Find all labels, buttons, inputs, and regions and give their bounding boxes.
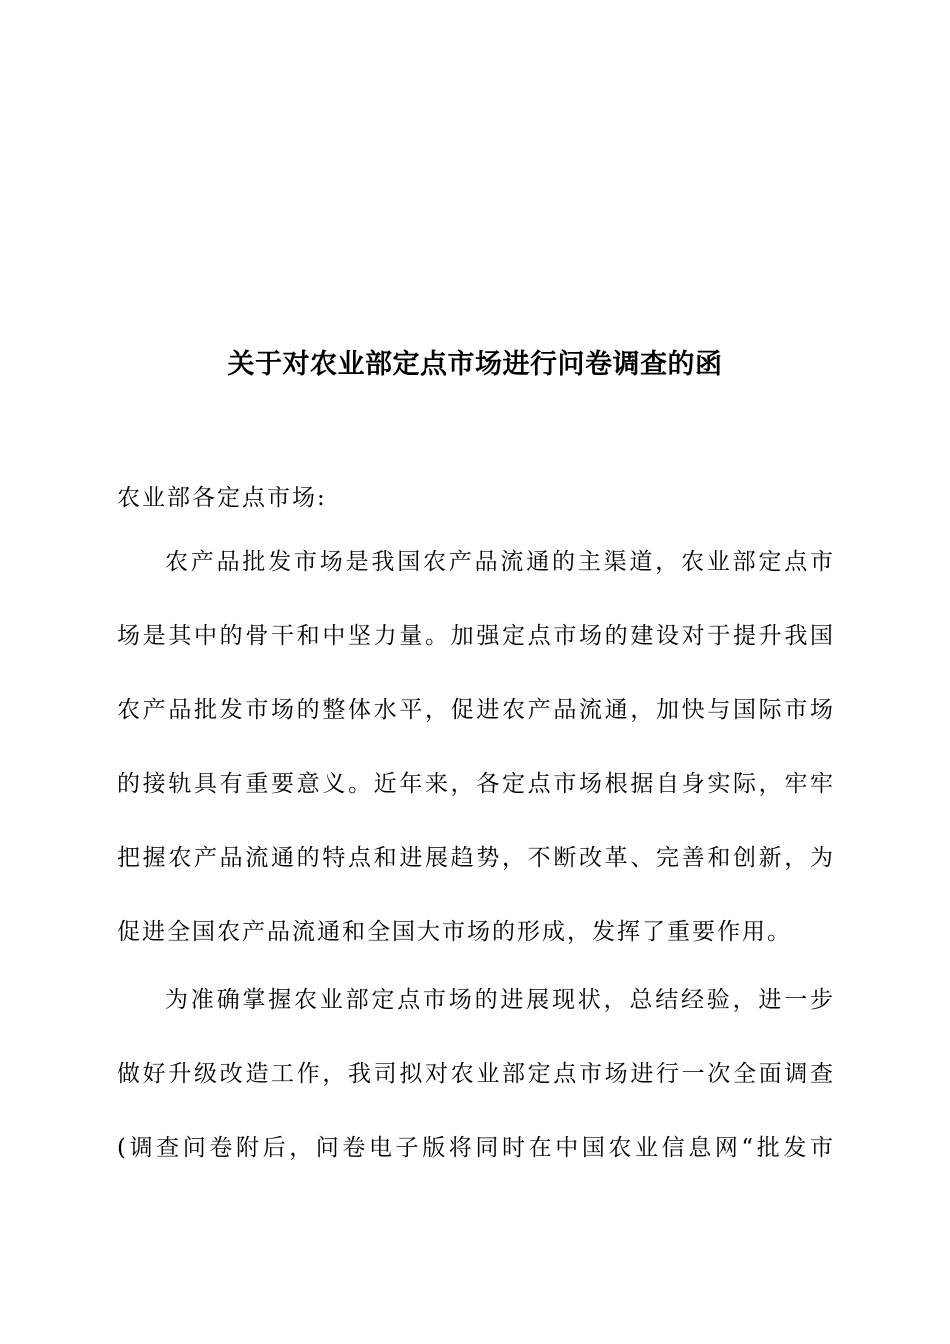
salutation: 农业部各定点市场: <box>117 485 327 511</box>
paragraph-2-line-3: (调查问卷附后，问卷电子版将同时在中国农业信息网“批发市 <box>117 1135 833 1161</box>
paragraph-1-line-3: 农产品批发市场的整体水平，促进农产品流通，加快与国际市场 <box>117 697 833 723</box>
paragraph-1-line-5: 把握农产品流通的特点和进展趋势，不断改革、完善和创新，为 <box>117 845 833 871</box>
paragraph-2-line-1: 为准确掌握农业部定点市场的进展现状，总结经验，进一步 <box>165 987 833 1013</box>
paragraph-1-line-1: 农产品批发市场是我国农产品流通的主渠道，农业部定点市 <box>165 549 833 575</box>
paragraph-2-line-2: 做好升级改造工作，我司拟对农业部定点市场进行一次全面调查 <box>117 1061 833 1087</box>
paragraph-1-line-4: 的接轨具有重要意义。近年来，各定点市场根据自身实际，牢牢 <box>117 771 833 797</box>
paragraph-1-line-2: 场是其中的骨干和中坚力量。加强定点市场的建设对于提升我国 <box>117 623 833 649</box>
document-title: 关于对农业部定点市场进行问卷调查的函 <box>227 349 723 380</box>
paragraph-1-line-6: 促进全国农产品流通和全国大市场的形成，发挥了重要作用。 <box>117 919 792 945</box>
